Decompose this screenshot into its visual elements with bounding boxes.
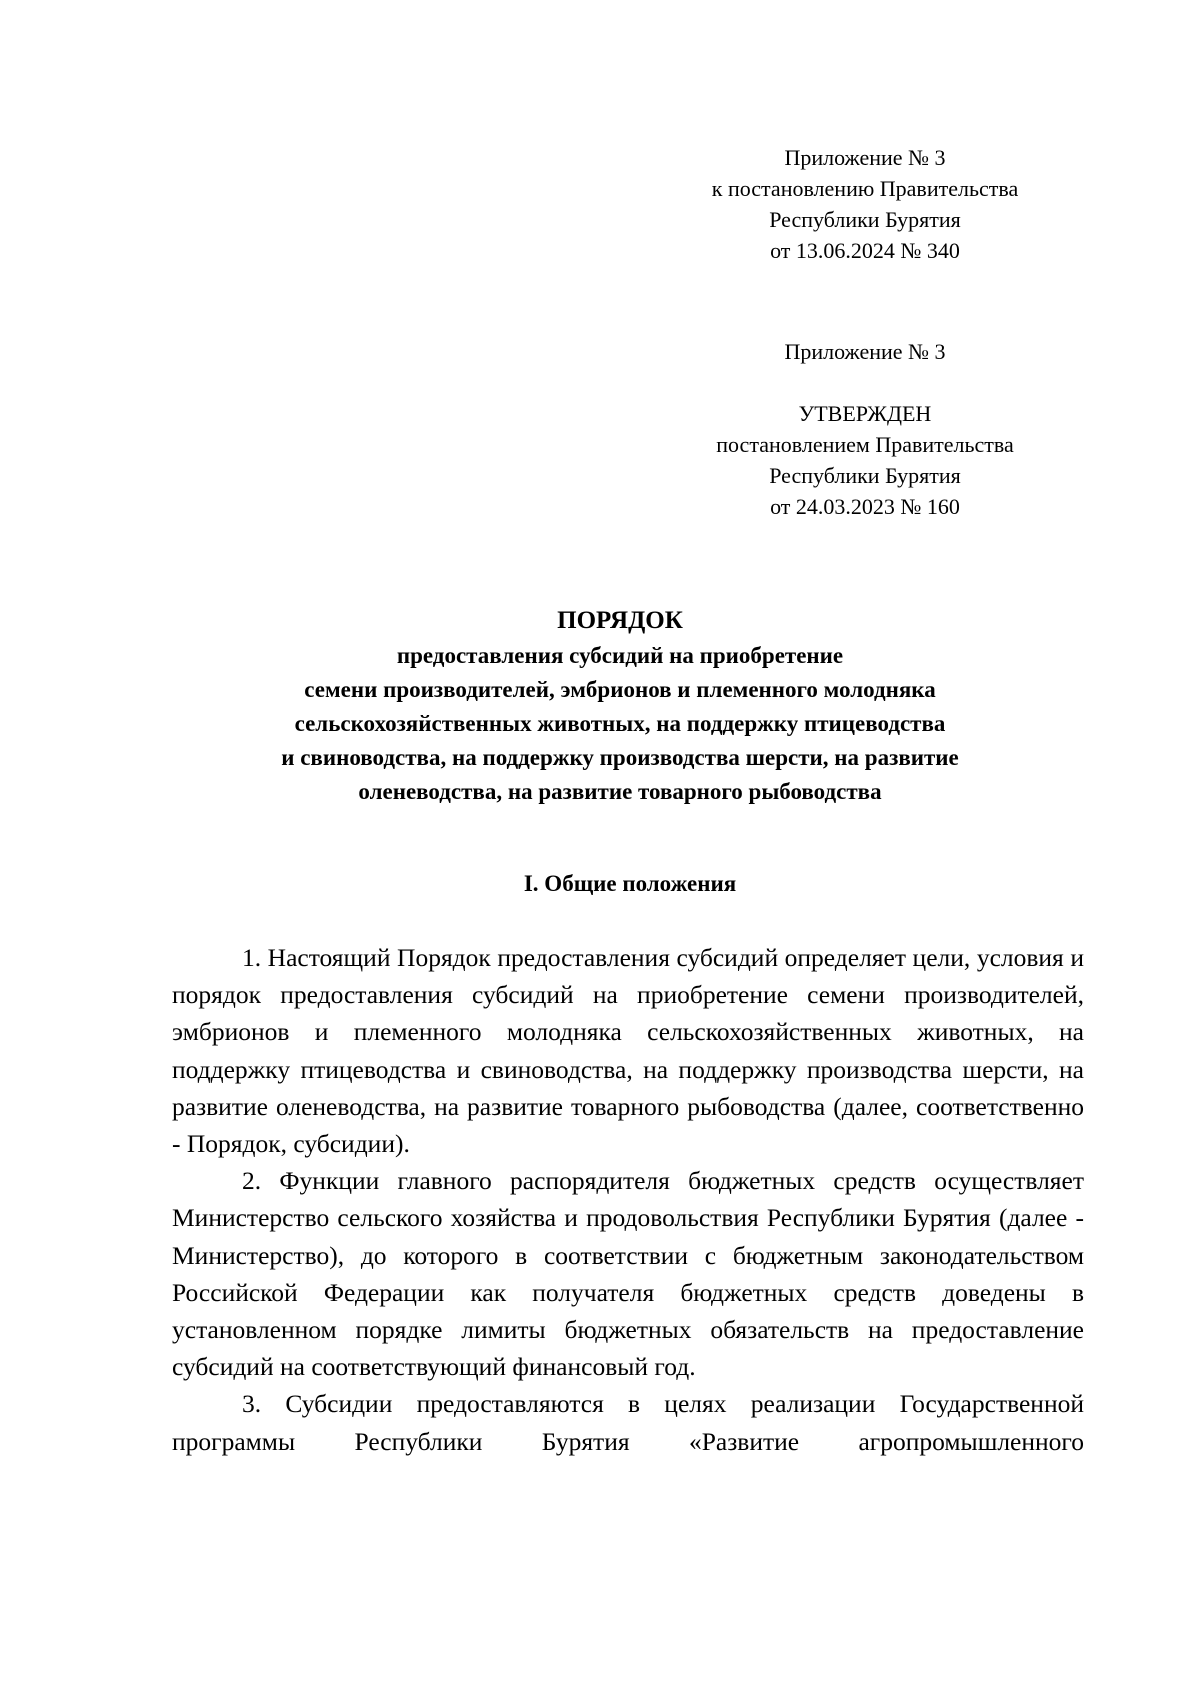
document-subtitle-line: оленеводства, на развитие товарного рыбоводства bbox=[358, 779, 882, 804]
approval-line: УТВЕРЖДЕН bbox=[798, 401, 932, 426]
paragraph-1: 1. Настоящий Порядок предоставления субсидий определяет цели, условия и порядок предоставления субсидий на приобретение семени производителей, эмбрионов и племенного молодняка сельскохозяйственных животных, на поддержку птицеводства и свиноводства, на поддержку производства шерсти, на развитие оленеводства, на развитие товарного рыбоводства (далее, соответственно - Порядок, субсидии). bbox=[172, 943, 1084, 1159]
approval-block bbox=[700, 398, 1030, 522]
annex-label: Приложение № 3 bbox=[784, 339, 946, 364]
document-subtitle-line: семени производителей, эмбрионов и племенного молодняка bbox=[304, 677, 936, 702]
annex-label-block bbox=[700, 336, 1030, 367]
approval-line: Республики Бурятия bbox=[769, 463, 961, 488]
document-title-main: ПОРЯДОК bbox=[557, 607, 683, 634]
annex-reference-block bbox=[700, 142, 1030, 266]
section-heading: I. Общие положения bbox=[523, 871, 737, 896]
approval-line: от 24.03.2023 № 160 bbox=[770, 494, 960, 519]
annex-reference-line: Приложение № 3 bbox=[784, 145, 946, 170]
document-title bbox=[130, 603, 1110, 809]
annex-reference-line: от 13.06.2024 № 340 bbox=[770, 238, 960, 263]
annex-reference-line: Республики Бурятия bbox=[769, 207, 961, 232]
document-body bbox=[172, 939, 1084, 1460]
document-subtitle-line: сельскохозяйственных животных, на поддержку птицеводства bbox=[294, 711, 946, 736]
approval-line: постановлением Правительства bbox=[716, 432, 1014, 457]
document-subtitle-line: предоставления субсидий на приобретение bbox=[396, 643, 844, 668]
annex-reference-line: к постановлению Правительства bbox=[711, 176, 1019, 201]
document-subtitle-line: и свиноводства, на поддержку производства шерсти, на развитие bbox=[281, 745, 959, 770]
paragraph-3: 3. Субсидии предоставляются в целях реализации Государственной программы Республики Бурятия «Развитие агропромышленного bbox=[172, 1389, 1084, 1456]
paragraph-2: 2. Функции главного распорядителя бюджетных средств осуществляет Министерство сельского хозяйства и продовольствия Республики Бурятия (далее - Министерство), до которого в соответствии с бюджетным законодательством Российской Федерации как получателя бюджетных средств доведены в установленном порядке лимиты бюджетных обязательств на предоставление субсидий на соответствующий финансовый год. bbox=[172, 1166, 1084, 1382]
